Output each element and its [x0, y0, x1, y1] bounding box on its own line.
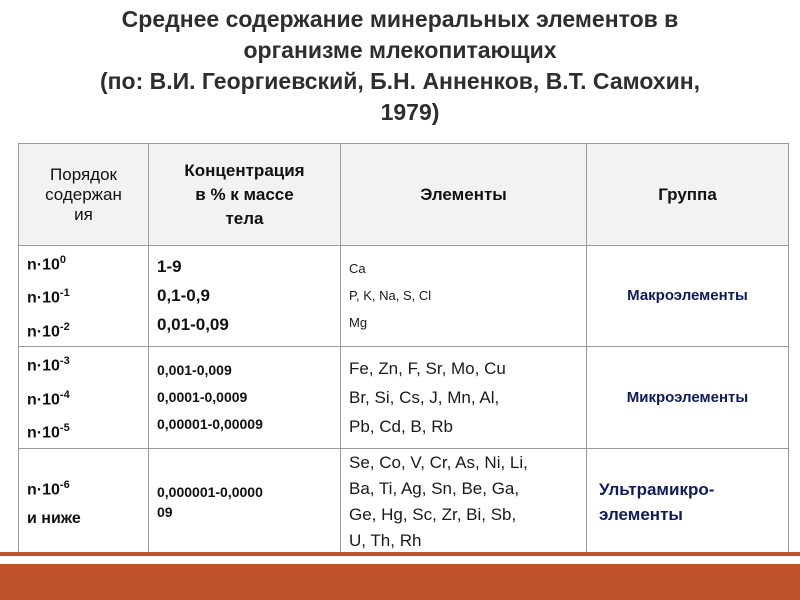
elements-cell [341, 346, 587, 448]
concentration-value: 0,001-0,009 [157, 361, 232, 378]
elements-line: U, Th, Rh [349, 530, 422, 550]
header-order [19, 144, 149, 246]
group-line: элементы [599, 504, 683, 524]
group-cell: Микроэлементы [587, 346, 789, 448]
concentration-value: 0,0001-0,0009 [157, 388, 248, 405]
concentration-cell [149, 346, 341, 448]
table-header-row [19, 144, 789, 246]
concentration-value: 09 [157, 503, 173, 520]
order-value: $n\cdot 10^{-1}$ [27, 287, 70, 307]
group-cell: Макроэлементы [587, 246, 789, 347]
title-line-1: Среднее содержание минеральных элементов в [121, 6, 679, 32]
header-elements: Элементы [341, 144, 587, 246]
table-row [19, 346, 789, 448]
header-order-line: содержан [45, 184, 122, 204]
concentration-value: 0,01-0,09 [157, 315, 229, 335]
minerals-table [18, 143, 789, 556]
table-row [19, 246, 789, 347]
group-line: Ультрамикро- [599, 479, 715, 499]
elements-line: Mg [349, 315, 368, 331]
concentration-value: 0,000001-0,0000 [157, 483, 263, 500]
group-cell [587, 448, 789, 555]
elements-cell [341, 448, 587, 555]
slide-title [0, 4, 800, 128]
title-line-4: 1979) [380, 99, 440, 125]
title-line-3: (по: В.И. Георгиевский, Б.Н. Анненков, В.Т. Самохин, [99, 68, 701, 94]
order-value: $n\cdot 10^{-5}$ [27, 422, 70, 442]
elements-cell [341, 246, 587, 347]
footer-gap [0, 556, 800, 564]
header-conc-line: в % к массе [195, 184, 294, 204]
concentration-cell [149, 448, 341, 555]
order-value: $n\cdot 10^{-4}$ [27, 388, 70, 409]
elements-line: Ca [349, 261, 366, 277]
title-line-2: организме млекопитающих [243, 37, 557, 63]
elements-line: Ge, Hg, Sc, Zr, Bi, Sb, [349, 504, 517, 524]
order-cell [19, 448, 149, 555]
elements-line: P, K, Na, S, Cl [349, 288, 432, 304]
footer-bar [0, 564, 800, 600]
elements-line: Ba, Ti, Ag, Sn, Be, Ga, [349, 478, 520, 498]
elements-line: Pb, Cd, B, Rb [349, 416, 453, 436]
elements-line: Br, Si, Cs, J, Mn, Al, [349, 387, 500, 407]
header-concentration [149, 144, 341, 246]
order-value: $n\cdot 10^0$ [27, 254, 67, 274]
header-conc-line: тела [225, 208, 264, 228]
order-value: $n\cdot 10^{-2}$ [27, 320, 70, 340]
concentration-value: 0,00001-0,00009 [157, 415, 263, 432]
order-cell [19, 346, 149, 448]
concentration-value: 1-9 [157, 257, 182, 277]
concentration-cell [149, 246, 341, 347]
order-cell [19, 246, 149, 347]
header-group: Группа [587, 144, 789, 246]
order-value: $n\cdot 10^{-6}$ [27, 478, 70, 499]
order-value: $n\cdot 10^{-3}$ [27, 355, 70, 375]
table-row [19, 448, 789, 555]
elements-line: Se, Co, V, Cr, As, Ni, Li, [349, 452, 528, 472]
concentration-value: 0,1-0,9 [157, 286, 210, 306]
header-conc-line: Концентрация [184, 160, 305, 180]
order-value: и ниже [27, 510, 81, 528]
header-order-line: ия [74, 204, 93, 224]
header-order-line: Порядок [50, 164, 117, 184]
elements-line: Fe, Zn, F, Sr, Mo, Cu [349, 358, 506, 378]
